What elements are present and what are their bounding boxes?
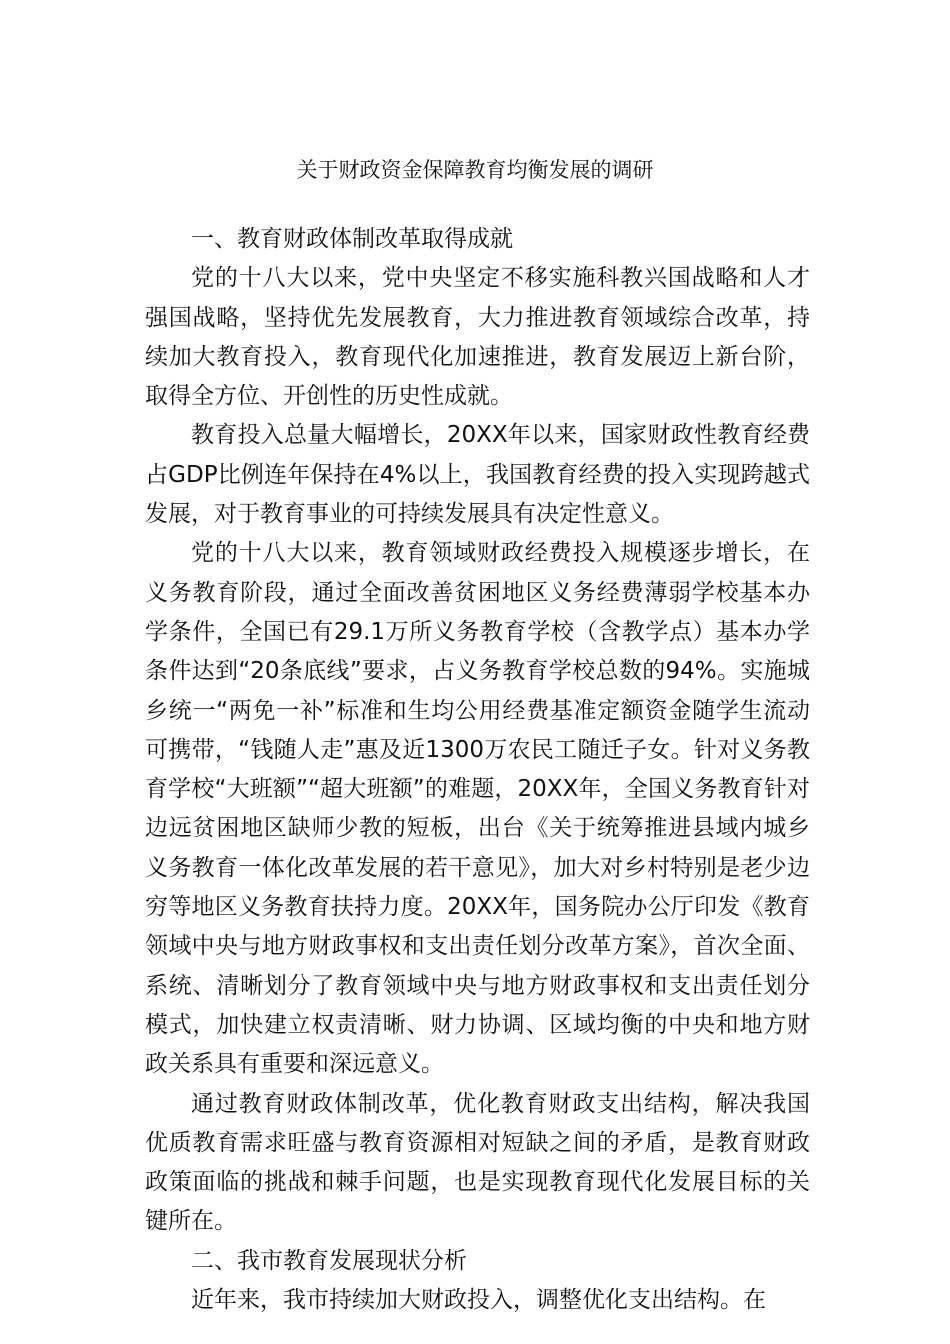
paragraph-4: 通过教育财政体制改革，优化教育财政支出结构，解决我国优质教育需求旺盛与教育资源相对短缺之间的矛盾，是教育财政政策面临的挑战和棘手问题，也是实现教育现代化发展目标的关键所在。 — [145, 1090, 810, 1235]
document-body — [145, 220, 810, 1320]
paragraph-1: 党的十八大以来，党中央坚定不移实施科教兴国战略和人才强国战略，坚持优先发展教育，大力推进教育领域综合改革，持续加大教育投入，教育现代化加速推进，教育发展迈上新台阶，取得全方位、开创性的历史性成就。 — [145, 265, 810, 410]
paragraph-2: 教育投入总量大幅增长，20XX年以来，国家财政性教育经费占GDP比例连年保持在4%以上，我国教育经费的投入实现跨越式发展，对于教育事业的可持续发展具有决定性意义。 — [145, 422, 810, 528]
document-title: 关于财政资金保障教育均衡发展的调研 — [296, 158, 654, 182]
paragraph-3: 党的十八大以来，教育领域财政经费投入规模逐步增长，在义务教育阶段，通过全面改善贫困地区义务经费薄弱学校基本办学条件，全国已有29.1万所义务教育学校（含教学点）基本办学条件达到“20条底线”要求，占义务教育学校总数的94%。实施城乡统一“两免一补”标准和生均公用经费基准定额资金随学生流动可携带，“钱随人走”惠及近1300万农民工随迁子女。针对义务教育学校“大班额”“超大班额”的难题，20XX年，全国义务教育针对边远贫困地区缺师少教的短板，出台《关于统筹推进县域内城乡义务教育一体化改革发展的若干意见》，加大对乡村特别是老少边穷等地区义务教育扶持力度。20XX年，国务院办公厅印发《教育领域中央与地方财政事权和支出责任划分改革方案》，首次全面、系统、清晰划分了教育领域中央与地方财政事权和支出责任划分模式，加快建立权责清晰、财力协调、区域均衡的中央和地方财政关系具有重要和深远意义。 — [145, 540, 810, 1078]
section-heading-2: 二、我市教育发展现状分析 — [191, 1247, 467, 1274]
section-heading-1: 一、教育财政体制改革取得成就 — [191, 226, 513, 252]
paragraph-5: 近年来，我市持续加大财政投入，调整优化支出结构。在 — [191, 1287, 766, 1314]
